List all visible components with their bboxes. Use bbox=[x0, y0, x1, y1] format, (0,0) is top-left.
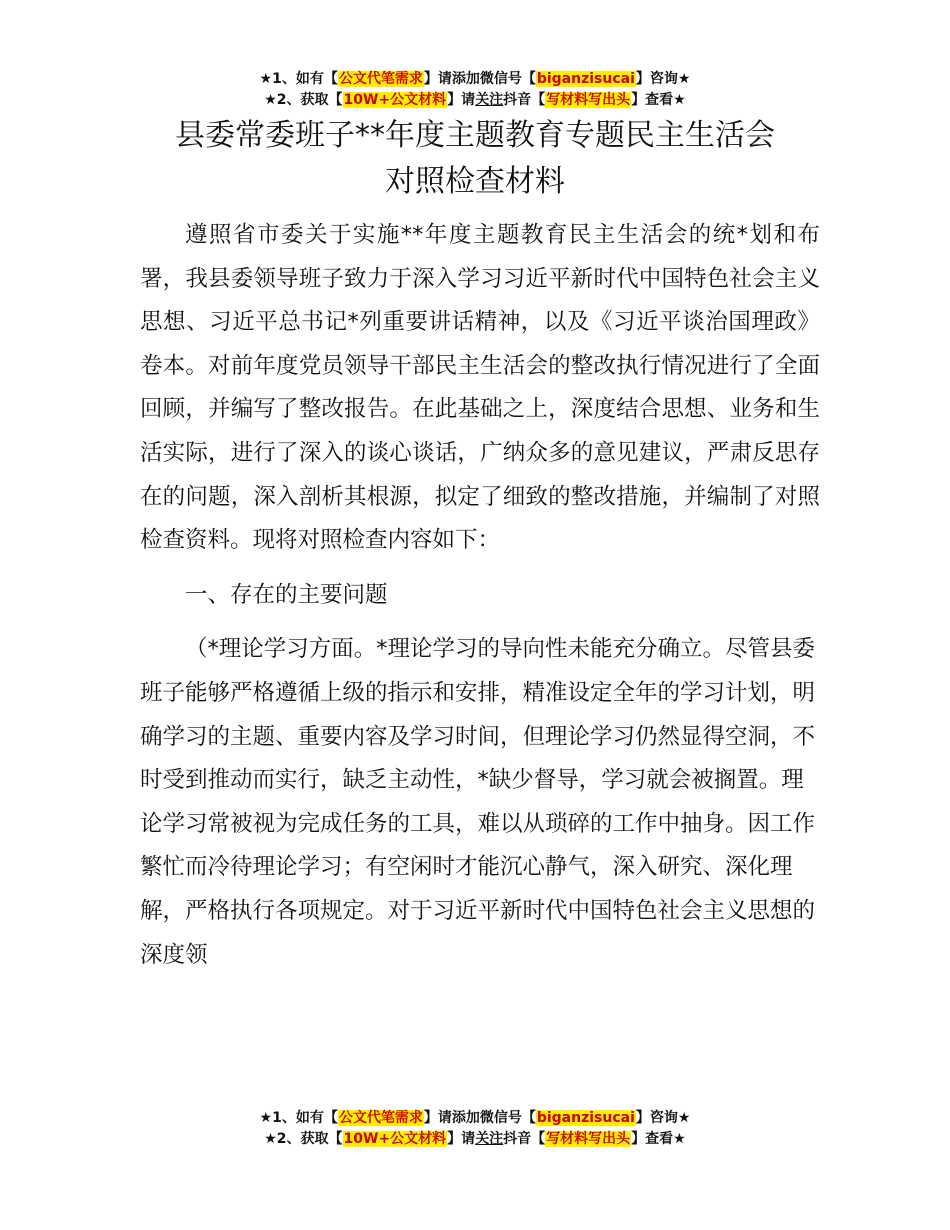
banner-text: 】咨询★ bbox=[635, 1110, 691, 1126]
intro-paragraph: 遵照省市委关于实施**年度主题教育民主生活会的统*划和布署，我县委领导班子致力于深入学习习近平新时代中国特色社会主义思想、习近平总书记*列重要讲话精神，以及《习近平谈治国理政》卷本。对前年度党员领导干部民主生活会的整改执行情况进行了全面回顾，并编写了整改报告。在此基础之上，深度结合思想、业务和生活实际，进行了深入的谈心谈话，广纳众多的意见建议，严肃反思存在的问题，深入剖析其根源，拟定了细致的整改措施，并编制了对照检查资料。现将对照检查内容如下： bbox=[140, 222, 820, 554]
banner-text: 】请添加微信号【 bbox=[423, 71, 536, 87]
wechat-id-highlight: biganzisucai bbox=[536, 1110, 635, 1126]
banner-text: 抖音【 bbox=[503, 92, 546, 108]
banner-underlined-text: 关注 bbox=[475, 1131, 504, 1147]
banner-text: 】查看★ bbox=[631, 1131, 686, 1147]
banner-underlined-text: 关注 bbox=[475, 92, 504, 108]
header-banner bbox=[0, 69, 950, 111]
banner-text: ★1、如有【 bbox=[259, 71, 338, 87]
banner-text: 抖音【 bbox=[503, 1131, 546, 1147]
banner-text: ★2、获取【 bbox=[264, 92, 343, 108]
document-body bbox=[140, 214, 820, 977]
banner-line-1 bbox=[0, 1108, 950, 1129]
section-heading: 一、存在的主要问题 bbox=[185, 581, 388, 608]
banner-text: 】请 bbox=[447, 1131, 476, 1147]
document-title bbox=[0, 113, 950, 205]
banner-highlight: 公文代笔需求 bbox=[338, 71, 423, 87]
banner-text: 】咨询★ bbox=[635, 71, 691, 87]
banner-highlight: 公文代笔需求 bbox=[338, 1110, 423, 1126]
footer-banner bbox=[0, 1108, 950, 1150]
banner-highlight: 10W+公文材料 bbox=[343, 1131, 447, 1147]
title-line-1: 县委常委班子**年度主题教育专题民主生活会 bbox=[175, 118, 775, 153]
banner-line-2 bbox=[0, 1129, 950, 1150]
body-paragraph: （*理论学习方面。*理论学习的导向性未能充分确立。尽管县委班子能够严格遵循上级的指示和安排，精准设定全年的学习计划，明确学习的主题、重要内容及学习时间，但理论学习仍然显得空洞，不时受到推动而实行，缺乏主动性，*缺少督导，学习就会被搁置。理论学习常被视为完成任务的工具，难以从琐碎的工作中抽身。因工作繁忙而冷待理论学习；有空闲时才能沉心静气，深入研究、深化理解，严格执行各项规定。对于习近平新时代中国特色社会主义思想的深度领 bbox=[140, 636, 816, 968]
title-line-2: 对照检查材料 bbox=[385, 164, 565, 199]
douyin-account-highlight: 写材料写出头 bbox=[546, 92, 631, 108]
wechat-id-highlight: biganzisucai bbox=[536, 71, 635, 87]
banner-text: 】查看★ bbox=[631, 92, 686, 108]
banner-text: 】请添加微信号【 bbox=[423, 1110, 536, 1126]
banner-text: ★1、如有【 bbox=[259, 1110, 338, 1126]
banner-text: 】请 bbox=[447, 92, 476, 108]
banner-text: ★2、获取【 bbox=[264, 1131, 343, 1147]
douyin-account-highlight: 写材料写出头 bbox=[546, 1131, 631, 1147]
banner-highlight: 10W+公文材料 bbox=[343, 92, 447, 108]
banner-line-1 bbox=[0, 69, 950, 90]
banner-line-2 bbox=[0, 90, 950, 111]
